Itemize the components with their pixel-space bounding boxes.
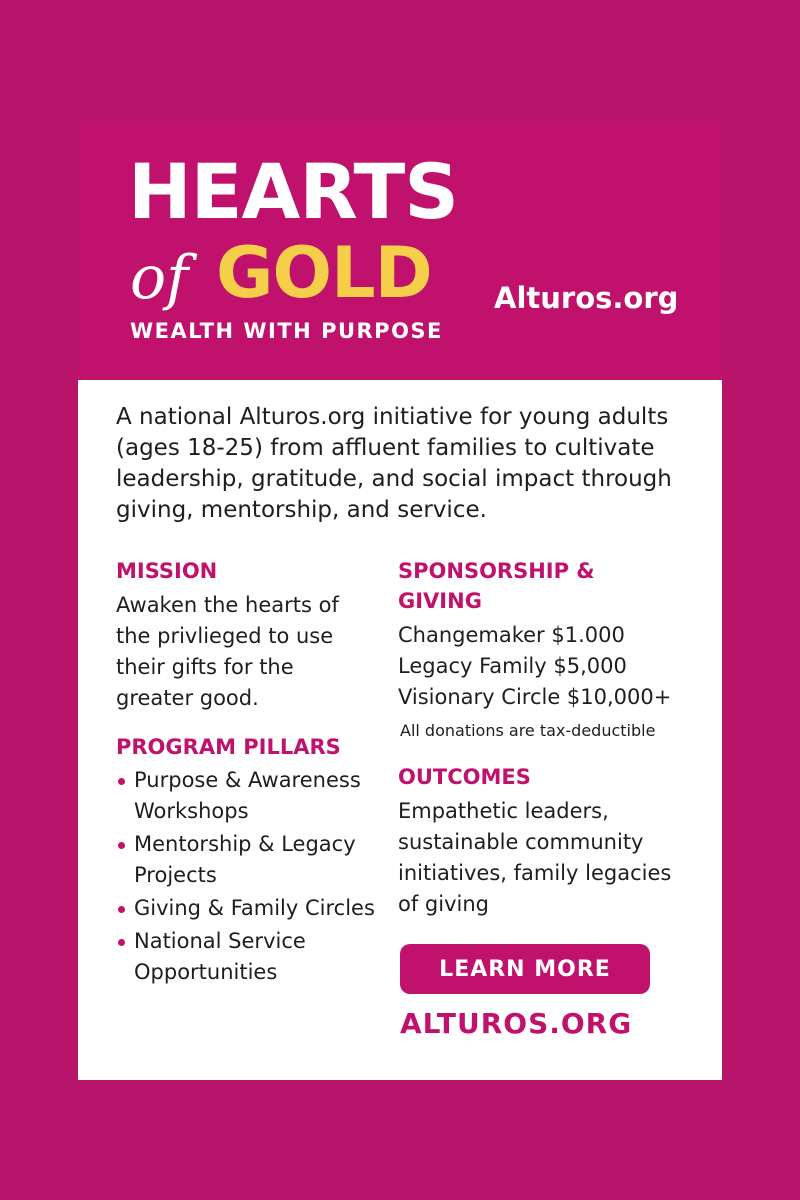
footer-site-link[interactable]: ALTUROS.ORG (400, 1007, 633, 1040)
tagline: WEALTH WITH PURPOSE (130, 319, 443, 343)
bullet-icon (118, 906, 125, 913)
tier-visionary-circle: Visionary Circle $10,000+ (398, 685, 672, 709)
pillar-item (116, 926, 396, 988)
tier-changemaker: Changemaker $1.000 (398, 623, 625, 647)
pillar-label: Giving & Family Circles (134, 896, 375, 920)
header-banner (78, 120, 722, 380)
bullet-icon (118, 842, 125, 849)
learn-more-button[interactable]: LEARN MORE (400, 944, 650, 994)
pillar-item (116, 829, 396, 891)
flyer-card (78, 120, 722, 1080)
tier-legacy-family: Legacy Family $5,000 (398, 654, 627, 678)
pillars-heading: PROGRAM PILLARS (116, 735, 341, 759)
bullet-icon (118, 939, 125, 946)
mission-text: Awaken the hearts of the privlieged to use their gifts for the greater good. (116, 593, 339, 710)
sponsorship-heading: SPONSORSHIP & GIVING (398, 559, 595, 613)
pillar-item (116, 765, 396, 827)
pillar-item (116, 893, 396, 924)
pillar-label: National Service Opportunities (134, 929, 306, 984)
sponsorship-tiers (398, 620, 708, 713)
header-site-link[interactable]: Alturos.org (494, 281, 679, 315)
intro-text: A national Alturos.org initiative for young adults (ages 18-25) from affluent families to cultivate leadership, gratitude, and social impact through giving, mentorship, and service. (116, 404, 672, 523)
pillar-label: Mentorship & Legacy Projects (134, 832, 356, 887)
title-gold: GOLD (216, 232, 432, 314)
outcomes-text: Empathetic leaders, sustainable community initiatives, family legacies of giving (398, 799, 672, 916)
mission-heading: MISSION (116, 559, 218, 583)
pillars-list (116, 765, 396, 990)
pillar-label: Purpose & Awareness Workshops (134, 768, 361, 823)
tax-note: All donations are tax-deductible (400, 721, 656, 740)
outcomes-heading: OUTCOMES (398, 765, 531, 789)
title-of: of (130, 243, 189, 313)
bullet-icon (118, 778, 125, 785)
title-hearts: HEARTS (128, 147, 459, 236)
